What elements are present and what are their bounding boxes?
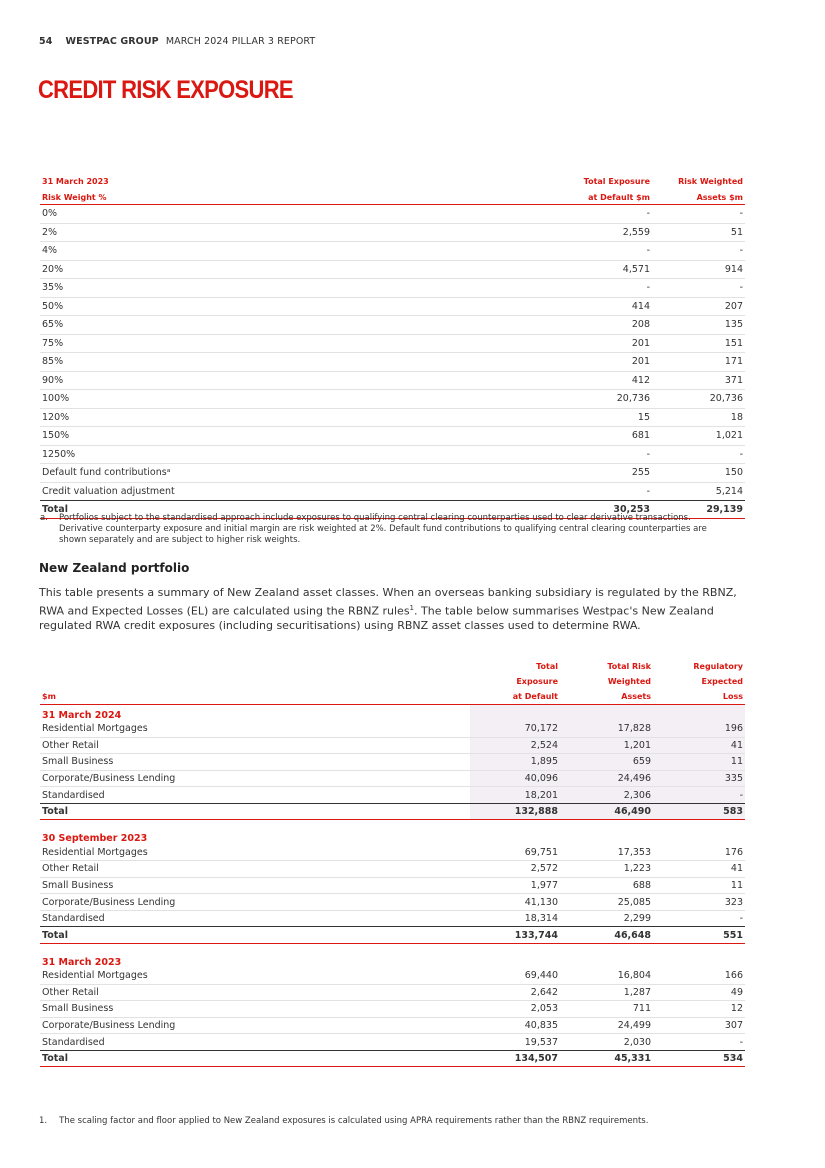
ead-header-2: at Default $m — [490, 186, 652, 205]
table-row — [40, 297, 745, 316]
rwa-value: - — [652, 242, 745, 261]
rwa-value: 711 — [560, 1001, 653, 1018]
row-label: 150% — [40, 427, 490, 446]
row-label: 65% — [40, 316, 490, 335]
row-label: Credit valuation adjustment — [40, 482, 490, 501]
el-value: 11 — [653, 877, 745, 894]
el-value: - — [653, 787, 745, 804]
table-row — [40, 371, 745, 390]
ead-value: 255 — [490, 464, 652, 483]
ead-value: 201 — [490, 334, 652, 353]
total-label: Total — [40, 803, 470, 820]
table-row — [40, 844, 745, 860]
total-ead: 30,253 — [490, 501, 652, 519]
ead-value: - — [490, 242, 652, 261]
ead-value: 2,572 — [470, 861, 560, 878]
rwa-value: - — [652, 205, 745, 224]
total-el: 551 — [653, 927, 745, 944]
total-label: Total — [40, 501, 490, 519]
el-header-3: Loss — [653, 687, 745, 705]
el-value: 11 — [653, 754, 745, 771]
ead-value: 4,571 — [490, 260, 652, 279]
rwa-value: 20,736 — [652, 390, 745, 409]
rwa-value: 5,214 — [652, 482, 745, 501]
table-total-row — [40, 927, 745, 944]
ead-value: - — [490, 279, 652, 298]
el-value: 166 — [653, 968, 745, 984]
ead-value: 412 — [490, 371, 652, 390]
period-header: 31 March 2023 — [42, 177, 109, 186]
rwa-value: 51 — [652, 223, 745, 242]
total-label: Total — [40, 927, 470, 944]
page-number: 54 — [39, 36, 53, 47]
report-name: MARCH 2024 PILLAR 3 REPORT — [165, 36, 316, 47]
rwa-header-2: Assets $m — [652, 186, 745, 205]
ead-value: 2,642 — [470, 984, 560, 1001]
row-label: 1250% — [40, 445, 490, 464]
row-label: Small Business — [40, 754, 470, 771]
table-row — [40, 721, 745, 737]
el-header-2: Expected — [701, 677, 743, 686]
total-el: 583 — [653, 803, 745, 820]
ead-value: 1,895 — [470, 754, 560, 771]
ead-header-1: Total Exposure — [583, 177, 650, 186]
ead-value: 681 — [490, 427, 652, 446]
row-label: Default fund contributionsᵃ — [40, 464, 490, 483]
el-header-1: Regulatory — [693, 662, 743, 671]
row-label: 2% — [40, 223, 490, 242]
row-label: Standardised — [40, 910, 470, 927]
footnote-a-label: a. — [40, 513, 48, 523]
ead-value: 18,201 — [470, 787, 560, 804]
table-row — [40, 1001, 745, 1018]
ead-value: 201 — [490, 353, 652, 372]
row-label: Corporate/Business Lending — [40, 894, 470, 911]
rwa-value: 207 — [652, 297, 745, 316]
total-rwa: 45,331 — [560, 1050, 653, 1067]
rwa-value: 659 — [560, 754, 653, 771]
period-label: 31 March 2023 — [42, 956, 122, 968]
paragraph-text: This table presents a summary of New Zealand asset classes. When an overseas banking subsidiary is regulated by the RBNZ, RWA and Expected Losses (EL) are calculated using the RBNZ rules — [39, 586, 737, 618]
ead-value: 40,096 — [470, 770, 560, 787]
rwa-value: 24,496 — [560, 770, 653, 787]
rwa-value: 151 — [652, 334, 745, 353]
table-row — [40, 353, 745, 372]
table-row — [40, 754, 745, 771]
el-value: 196 — [653, 721, 745, 737]
total-rwa: 46,490 — [560, 803, 653, 820]
rwa-value: 1,201 — [560, 737, 653, 754]
row-label: Other Retail — [40, 737, 470, 754]
rwa-header-3: Assets — [560, 687, 653, 705]
period-label: 30 September 2023 — [42, 833, 148, 845]
section-spacer — [40, 820, 745, 829]
table-row — [40, 464, 745, 483]
period-row — [40, 952, 745, 968]
rwa-value: 150 — [652, 464, 745, 483]
rwa-header-1: Total Risk — [607, 662, 651, 671]
table-row — [40, 894, 745, 911]
row-label: 90% — [40, 371, 490, 390]
rwa-value: - — [652, 445, 745, 464]
section-heading: New Zealand portfolio — [39, 561, 190, 575]
row-label: 85% — [40, 353, 490, 372]
ead-value: 70,172 — [470, 721, 560, 737]
table-row — [40, 223, 745, 242]
period-row — [40, 705, 745, 722]
table-row — [40, 1034, 745, 1051]
el-value: 176 — [653, 844, 745, 860]
ead-value: 2,053 — [470, 1001, 560, 1018]
period-row — [40, 828, 745, 844]
table-row — [40, 787, 745, 804]
rwa-value: 25,085 — [560, 894, 653, 911]
row-label: Other Retail — [40, 861, 470, 878]
total-rwa: 46,648 — [560, 927, 653, 944]
total-el: 534 — [653, 1050, 745, 1067]
ead-value: - — [490, 445, 652, 464]
ead-header-1: Total — [536, 662, 558, 671]
rwa-value: 17,353 — [560, 844, 653, 860]
el-value: 49 — [653, 984, 745, 1001]
row-label: 50% — [40, 297, 490, 316]
row-label: 35% — [40, 279, 490, 298]
risk-weight-header: Risk Weight % — [40, 186, 490, 205]
total-label: Total — [40, 1050, 470, 1067]
total-rwa: 29,139 — [652, 501, 745, 519]
table-row — [40, 279, 745, 298]
rwa-value: 2,030 — [560, 1034, 653, 1051]
rwa-value: 2,306 — [560, 787, 653, 804]
rwa-value: 17,828 — [560, 721, 653, 737]
table-row — [40, 316, 745, 335]
rwa-value: 171 — [652, 353, 745, 372]
row-label: 75% — [40, 334, 490, 353]
brand-name: WESTPAC GROUP — [65, 36, 159, 47]
rwa-value: 914 — [652, 260, 745, 279]
table-row — [40, 770, 745, 787]
table-row — [40, 445, 745, 464]
ead-value: 208 — [490, 316, 652, 335]
total-ead: 132,888 — [470, 803, 560, 820]
rwa-value: 1,223 — [560, 861, 653, 878]
rwa-value: 16,804 — [560, 968, 653, 984]
table-row — [40, 242, 745, 261]
ead-value: 2,559 — [490, 223, 652, 242]
table-row — [40, 877, 745, 894]
row-label: Residential Mortgages — [40, 968, 470, 984]
rwa-value: 1,287 — [560, 984, 653, 1001]
nz-portfolio-table — [40, 657, 745, 1067]
el-value: 323 — [653, 894, 745, 911]
table-row — [40, 427, 745, 446]
rwa-value: 1,021 — [652, 427, 745, 446]
page-title: CREDIT RISK EXPOSURE — [38, 76, 293, 104]
table-row — [40, 334, 745, 353]
row-label: Other Retail — [40, 984, 470, 1001]
row-label: Corporate/Business Lending — [40, 770, 470, 787]
ead-value: 18,314 — [470, 910, 560, 927]
el-value: 12 — [653, 1001, 745, 1018]
el-value: - — [653, 910, 745, 927]
page-header — [39, 36, 315, 47]
footnote-ref: 1 — [409, 603, 415, 612]
row-label: 100% — [40, 390, 490, 409]
total-ead: 134,507 — [470, 1050, 560, 1067]
rwa-value: 688 — [560, 877, 653, 894]
el-value: 307 — [653, 1017, 745, 1034]
row-label: 0% — [40, 205, 490, 224]
table-row — [40, 910, 745, 927]
rwa-value: 18 — [652, 408, 745, 427]
risk-weight-table — [40, 170, 745, 519]
ead-value: - — [490, 205, 652, 224]
row-label: 4% — [40, 242, 490, 261]
table-row — [40, 984, 745, 1001]
row-label: 20% — [40, 260, 490, 279]
table-row — [40, 737, 745, 754]
rwa-value: - — [652, 279, 745, 298]
table-row — [40, 861, 745, 878]
footnote-a — [40, 513, 730, 546]
el-value: - — [653, 1034, 745, 1051]
paragraph-text-cont: . The table below summarises Westpac's New Zealand regulated RWA credit exposures (including securitisations) using RBNZ asset classes used to determine RWA. — [39, 604, 714, 632]
footnote-1 — [39, 1116, 648, 1126]
unit-header: $m — [40, 687, 470, 705]
row-label: Small Business — [40, 1001, 470, 1018]
period-label: 31 March 2024 — [42, 710, 122, 721]
ead-value: 41,130 — [470, 894, 560, 911]
table-total-row — [40, 1050, 745, 1067]
footnote-1-text: The scaling factor and floor applied to New Zealand exposures is calculated using APRA requirements rather than the RBNZ requirements. — [59, 1116, 649, 1126]
ead-value: 1,977 — [470, 877, 560, 894]
el-value: 335 — [653, 770, 745, 787]
ead-value: 40,835 — [470, 1017, 560, 1034]
rwa-value: 371 — [652, 371, 745, 390]
total-ead: 133,744 — [470, 927, 560, 944]
rwa-value: 2,299 — [560, 910, 653, 927]
row-label: Residential Mortgages — [40, 721, 470, 737]
table-total-row — [40, 803, 745, 820]
row-label: Standardised — [40, 787, 470, 804]
rwa-value: 24,499 — [560, 1017, 653, 1034]
row-label: 120% — [40, 408, 490, 427]
rwa-header-2: Weighted — [607, 677, 651, 686]
ead-value: - — [490, 482, 652, 501]
footnote-a-text: Portfolios subject to the standardised approach include exposures to qualifying central clearing counterparties used to clear derivative transactions. Derivative counterparty exposure and initial margin are risk weighted at 2%. Default fund contributions to qualifying central clearing counterparties are shown separately and are subject to higher risk weights. — [59, 513, 707, 545]
table-row — [40, 260, 745, 279]
ead-value: 15 — [490, 408, 652, 427]
footnote-1-number: 1. — [39, 1116, 48, 1126]
ead-value: 69,440 — [470, 968, 560, 984]
row-label: Corporate/Business Lending — [40, 1017, 470, 1034]
table-row — [40, 482, 745, 501]
el-value: 41 — [653, 861, 745, 878]
table-row — [40, 390, 745, 409]
el-value: 41 — [653, 737, 745, 754]
ead-value: 414 — [490, 297, 652, 316]
ead-value: 2,524 — [470, 737, 560, 754]
rwa-value: 135 — [652, 316, 745, 335]
table-row — [40, 1017, 745, 1034]
rwa-header-1: Risk Weighted — [678, 177, 743, 186]
table-row — [40, 968, 745, 984]
ead-header-2: Exposure — [516, 677, 558, 686]
row-label: Standardised — [40, 1034, 470, 1051]
ead-value: 20,736 — [490, 390, 652, 409]
section-paragraph — [39, 586, 739, 633]
ead-value: 69,751 — [470, 844, 560, 860]
row-label: Residential Mortgages — [40, 844, 470, 860]
row-label: Small Business — [40, 877, 470, 894]
section-spacer — [40, 943, 745, 952]
table-row — [40, 408, 745, 427]
ead-value: 19,537 — [470, 1034, 560, 1051]
ead-header-3: at Default — [470, 687, 560, 705]
table-row — [40, 205, 745, 224]
